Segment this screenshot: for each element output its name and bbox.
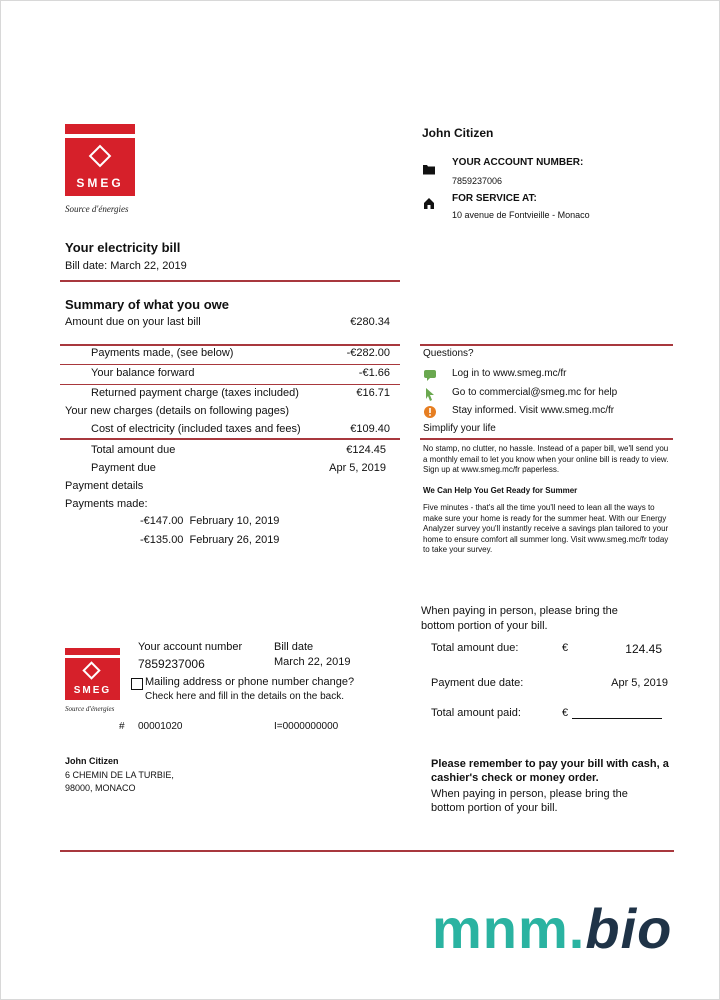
summer-heading: We Can Help You Get Ready for Summer — [423, 486, 578, 495]
divider — [60, 384, 400, 385]
coupon-total-label: Total amount due: — [431, 642, 519, 654]
payments-value: -€282.00 — [346, 347, 390, 359]
chat-icon — [423, 368, 437, 382]
mailing-name: John Citizen — [65, 756, 119, 766]
new-charges-label: Your new charges (details on following pages) — [65, 405, 290, 417]
house-icon — [422, 196, 436, 210]
currency-symbol: € — [562, 707, 569, 719]
coupon-due-value: Apr 5, 2019 — [611, 677, 668, 689]
service-address: 10 avenue de Fontvieille - Monaco — [452, 210, 590, 220]
cursor-icon — [423, 387, 437, 401]
balance-label: Your balance forward — [91, 367, 195, 379]
payments-made-label: Payments made: — [65, 498, 148, 510]
payment-row: -€147.00 February 10, 2019 — [140, 515, 280, 527]
total-label: Total amount due — [91, 444, 176, 456]
payment-reminder: Please remember to pay your bill with cash, a cashier's check or money order. — [431, 758, 669, 784]
coupon-due-label: Payment due date: — [431, 677, 524, 689]
divider — [420, 438, 673, 440]
divider — [60, 850, 674, 852]
account-label: YOUR ACCOUNT NUMBER: — [452, 157, 584, 168]
last-bill-label: Amount due on your last bill — [65, 316, 201, 328]
mailing-change-hint: Check here and fill in the details on the back. — [145, 691, 345, 702]
divider — [420, 344, 673, 346]
due-value: Apr 5, 2019 — [329, 462, 386, 474]
logo-text: SMEG — [76, 176, 124, 190]
total-value: €124.45 — [346, 444, 386, 456]
coupon-total-value: 124.45 — [625, 642, 662, 656]
summary-heading: Summary of what you owe — [65, 297, 229, 312]
coupon-date-label: Bill date — [274, 641, 314, 653]
simplify-heading: Simplify your life — [423, 423, 496, 434]
payment-row: -€135.00 February 26, 2019 — [140, 534, 280, 546]
questions-heading: Questions? — [423, 348, 474, 359]
folder-icon — [422, 162, 436, 176]
due-label: Payment due — [91, 462, 156, 474]
balance-value: -€1.66 — [358, 367, 390, 379]
watermark-logo: mnm.bio — [432, 897, 673, 960]
mailing-change-checkbox[interactable] — [131, 678, 143, 690]
divider — [60, 364, 400, 365]
divider — [60, 280, 400, 282]
payments-label: Payments made, (see below) — [91, 347, 234, 359]
electricity-value: €109.40 — [350, 423, 390, 435]
coupon-date-value: March 22, 2019 — [274, 656, 351, 668]
bill-date: Bill date: March 22, 2019 — [65, 260, 187, 272]
returned-value: €16.71 — [356, 387, 390, 399]
bill-title: Your electricity bill — [65, 240, 181, 255]
mailing-change-label: Mailing address or phone number change? — [145, 676, 355, 688]
question-item-visit: Stay informed. Visit www.smeg.mc/fr — [452, 405, 615, 416]
currency-symbol: € — [562, 642, 569, 654]
payment-details-label: Payment details — [65, 480, 144, 492]
payment-reminder-note: When paying in person, please bring the bottom portion of your bill. — [431, 788, 628, 814]
account-number: 7859237006 — [452, 176, 503, 186]
mailing-address-line2: 98000, MONACO — [65, 783, 136, 793]
last-bill-value: €280.34 — [350, 316, 390, 328]
logo-tagline: Source d'énergies — [65, 204, 129, 214]
divider — [60, 344, 400, 346]
summer-text: Five minutes - that's all the time you'll need to lean all the ways to make sure your home is ready for the summer heat. With our Energy Analyzer survey you'll instantly receive a savings plan tailored to your home to ensure comfort all summer long. Visit www.smeg.mc/fr today to take your survey. — [423, 503, 669, 554]
coupon-account-label: Your account number — [138, 641, 243, 653]
logo-text: SMEG — [73, 685, 112, 696]
returned-label: Returned payment charge (taxes included) — [91, 387, 299, 399]
question-item-login: Log in to www.smeg.mc/fr — [452, 368, 567, 379]
alert-icon — [423, 405, 437, 419]
logo-tagline: Source d'énergies — [65, 705, 115, 713]
customer-name: John Citizen — [422, 126, 494, 140]
mailing-address-line1: 6 CHEMIN DE LA TURBIE, — [65, 770, 174, 780]
coupon-paid-label: Total amount paid: — [431, 707, 521, 719]
coupon-reference: 00001020 — [138, 721, 183, 732]
electricity-label: Cost of electricity (included taxes and fees) — [91, 423, 301, 435]
hash-symbol: # — [119, 721, 125, 732]
amount-paid-field[interactable] — [572, 718, 662, 719]
coupon-account-number: 7859237006 — [138, 657, 205, 671]
divider — [60, 438, 400, 440]
question-item-email: Go to commercial@smeg.mc for help — [452, 387, 618, 398]
coupon-code: I=0000000000 — [274, 721, 339, 732]
simplify-text: No stamp, no clutter, no hassle. Instead of a paper bill, we'll send you a monthly email to let you know when your online bill is ready to view. Sign up at www.smeg.mc/fr paperless. — [423, 444, 669, 474]
in-person-note: When paying in person, please bring the bottom portion of your bill. — [421, 605, 618, 632]
service-label: FOR SERVICE AT: — [452, 193, 537, 204]
